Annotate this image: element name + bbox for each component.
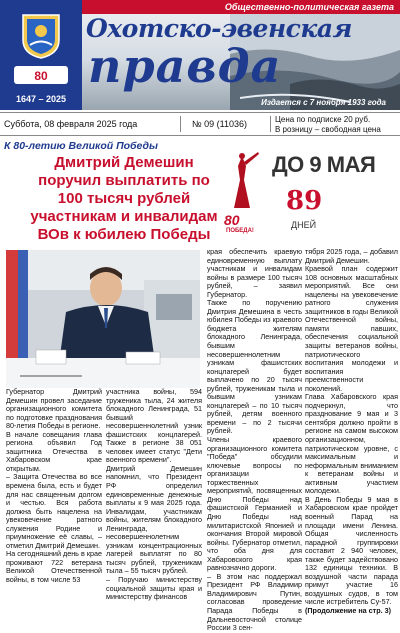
countdown-label: ДО 9 МАЯ [272,152,376,177]
subscription-price: Цена по подписке 20 руб. [275,115,371,124]
countdown-days-word: ДНЕЙ [291,220,317,230]
anniversary-80-icon [14,64,68,86]
victory-countdown [224,146,400,242]
governor-meeting-photo [6,250,200,388]
retail-price: В розницу – свободная цена [275,125,381,134]
masthead-emblem-panel [0,0,82,110]
article-column-2: участника войны, 594 труженика тыла, 24 жителя блокадного Ленинграда, 51 бывший несовершеннолетний узник фашистских концлагерей. Также в регионе 38 051 человек имеет статус "Дети военного времени". Дмитрий Демешин напомнил, что Президент РФ определил единовременные денежные выплаты к 9 мая 2025 года. Инвалидам, участникам войны, жителям блокадного Ленинграда, несовершеннолетним узникам концентрационных лагерей выплатят по 80 тысяч рублей, труженикам тыла – 55 тысяч рублей. – Поручаю министерству социальной защиты края и министерству финансов [106,387,202,602]
logo-word: ПОБЕДА! [226,228,254,234]
issue-info-strip [0,112,400,136]
logo-number: 80 [224,212,240,228]
svg-text:80: 80 [34,69,48,83]
price-info [275,115,381,135]
issue-number: № 09 (11036) [192,119,248,129]
masthead-title-panel [82,0,400,110]
coat-of-arms-icon [20,12,62,60]
section-rubric: К 80-летию Великой Победы [4,140,158,152]
article-column-1: Губернатор Дмитрий Демешин провел заседание организационного комитета по подготовке празднования 80-летия Победы в регионе. В начале совещания глава региона объявил Год защитника Отечества в Хабаровском крае открытым. – Защита Отечества во все времена была, есть и будет для нас священным долгом и честью. Вся работа должна быть нацелена на увековечение ратного служения Родине и приумножение её славы, – отметил Дмитрий Демешин. На сегодняшний день в крае проживают 722 ветерана Великой Отечественной войны, в том числе 53 [6,387,102,585]
issue-date: Суббота, 08 февраля 2025 года [4,119,138,129]
article-column-3: края обеспечить краевую единовременную выплату участникам и инвалидам войны в размере 100 тысяч рублей, – заявил Губернатор. Также по поручению Дмитрия Демешина в честь юбилея Победы из краевого бюджета жителям блокадного Ленинграда, бывшим несовершеннолетним узникам фашистских концлагерей будет выплачено по 20 тысяч рублей, труженикам тыла и бывшим узникам концлагерей – по 10 тысяч рублей, детям военного времени – по 2 тысячи рублей. Члены краевого организационного комитета "Победа" обсудили ключевые вопросы по организации торжественных мероприятий, посвященных Дню Победы над фашистской Германией и Дню Победы над милитаристской Японией и окончания Второй мировой войны. Губернатор отметил, что оба дня для Хабаровского края равнозначно дороги. – В этом нас поддержал Президент РФ Владимир Владимирович Путин, согласовав проведение Парада Победы в Дальневосточной столице России 3 сен- [207,247,302,633]
newspaper-tagline: Общественно-политическая газета [82,0,400,14]
article-column-4-text: тября 2025 года, – добавил Дмитрий Демешин. Краевой план содержит 108 основных масштабных мероприятий. Все они нацелены на увековечение ратного служения защитников в годы Великой Отечественной войны, памяти павших, обеспечения социальной защиты ветеранов войны, патриотического воспитания молодежи и воспитания преемственности поколений. Глава Хабаровского края подчеркнул, что празднование 9 мая и 3 сентября должно пройти в регионе на самом высоком организационном, патриотическом уровне, с максимальным и неформальным вниманием к ветеранам войны и активным участием молодежи. В День Победы 9 мая в Хабаровском крае пройдет военный Парад на площади имени Ленина. Общая численность парадной группировки составит 2 940 человек, также будет задействовано 132 единицы техники. В воздушной части парада примут участие 16 воздушных судов, в том числе истребитель Су-57. [305,247,399,607]
masthead-years: 1647 – 2025 [15,94,67,104]
founded-note: Издается с 7 ноября 1933 года [261,98,386,107]
divider [180,116,181,132]
newspaper-title-line1: Охотско-эвенская [86,14,352,43]
continuation-link[interactable]: (Продолжение на стр. 3) [305,605,391,615]
divider [270,116,271,132]
newspaper-title-line2: правда [88,39,282,93]
article-headline: Дмитрий Демешин поручил выплатить по 100 тысяч рублей участникам и инвалидам ВОв к юбилею Победы [30,154,218,243]
masthead [0,0,400,110]
countdown-days: 89 [286,186,323,216]
article-column-4 [305,247,399,615]
